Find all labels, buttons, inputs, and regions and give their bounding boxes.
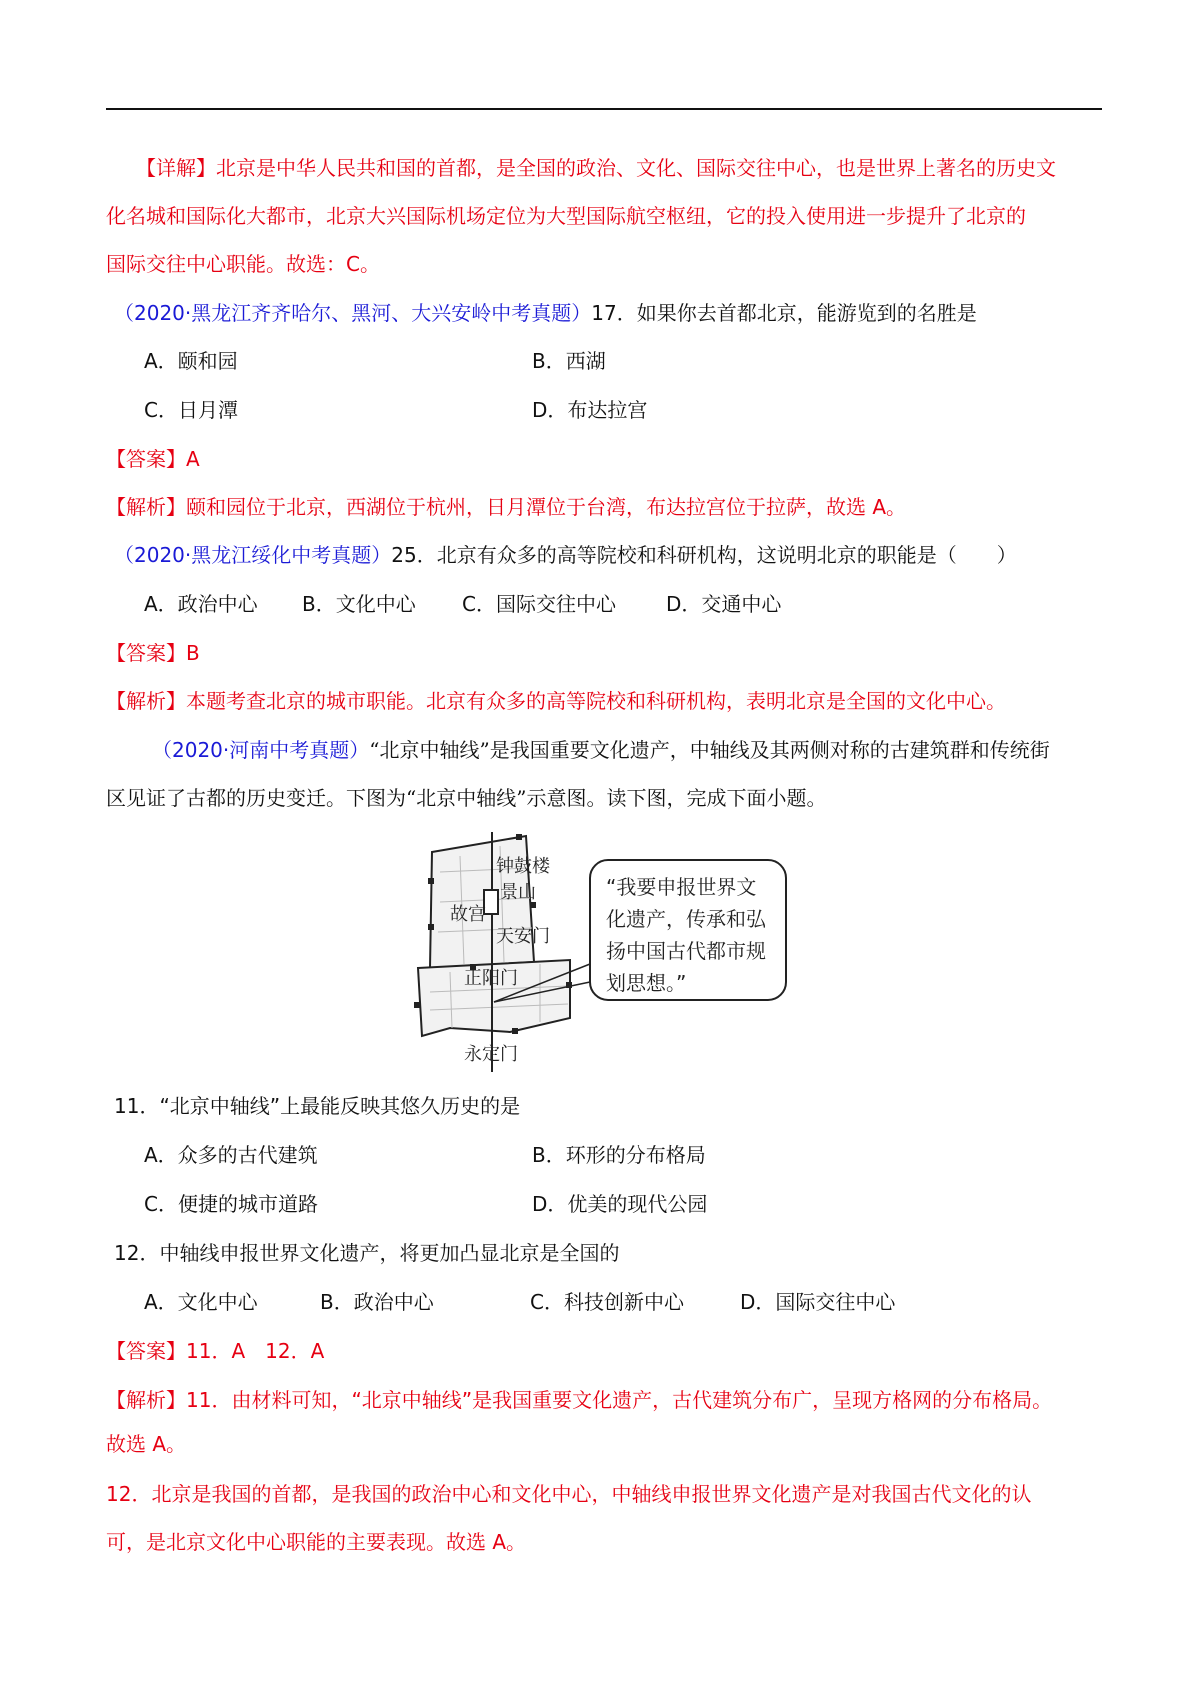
- q25-analysis: 本题考查北京的城市职能。北京有众多的高等院校和科研机构，表明北京是全国的文化中心。: [186, 689, 1006, 713]
- q25-analysis-label: 【解析】: [106, 689, 186, 713]
- q25-analysis-line: [106, 691, 1006, 711]
- henan-analysis-line-1: [106, 1390, 1052, 1410]
- q17-analysis-line: [106, 497, 906, 517]
- detail-label: 【详解】: [136, 156, 216, 180]
- henan-analysis-line-4: 可，是北京文化中心职能的主要表现。故选 A。: [106, 1530, 527, 1554]
- q17-stem: 17．如果你去首都北京，能游览到的名胜是: [591, 301, 977, 325]
- detail-text-1: 北京是中华人民共和国的首都，是全国的政治、文化、国际交往中心，也是世界上著名的历史文: [216, 156, 1056, 180]
- henan-source: （2020·河南中考真题）: [152, 738, 370, 762]
- label-zhengyangmen: 正阳门: [464, 968, 518, 989]
- q11-option-c: C．便捷的城市道路: [144, 1192, 318, 1216]
- henan-analysis-11-1: 11．由材料可知，“北京中轴线”是我国重要文化遗产，古代建筑分布广，呈现方格网的分布格局。: [186, 1388, 1053, 1412]
- q17-option-d: D．布达拉宫: [532, 398, 648, 422]
- header-rule: [106, 108, 1102, 110]
- q12-option-a: A．文化中心: [144, 1290, 258, 1314]
- q17-option-c: C．日月潭: [144, 398, 238, 422]
- label-tiananmen: 天安门: [496, 926, 550, 947]
- q11-stem: 11．“北京中轴线”上最能反映其悠久历史的是: [114, 1094, 521, 1118]
- q11-option-b: B．环形的分布格局: [532, 1143, 706, 1167]
- henan-analysis-label: 【解析】: [106, 1388, 186, 1412]
- q12-option-b: B．政治中心: [320, 1290, 434, 1314]
- henan-answer-label: 【答案】: [106, 1339, 186, 1363]
- bubble-line-2: 化遗产，传承和弘: [606, 907, 766, 931]
- q25-option-a: A．政治中心: [144, 592, 258, 616]
- henan-answer-line: [106, 1341, 324, 1361]
- q17-analysis: 颐和园位于北京，西湖位于杭州，日月潭位于台湾，布达拉宫位于拉萨，故选 A。: [186, 495, 907, 519]
- q12-stem: 12．中轴线申报世界文化遗产，将更加凸显北京是全国的: [114, 1241, 620, 1265]
- q17-answer-line: [106, 449, 200, 469]
- henan-analysis-line-2: 故选 A。: [106, 1432, 187, 1456]
- q17-stem-line: [114, 303, 977, 323]
- henan-stem-line-1: [152, 740, 1050, 760]
- palace-marker: [484, 890, 498, 914]
- bubble-line-4: 划思想。”: [606, 971, 687, 995]
- q25-option-d: D．交通中心: [666, 592, 782, 616]
- detail-line-3: 国际交往中心职能。故选：C。: [106, 252, 380, 276]
- q11-option-d: D．优美的现代公园: [532, 1192, 708, 1216]
- henan-stem-line-2: 区见证了古都的历史变迁。下图为“北京中轴线”示意图。读下图，完成下面小题。: [106, 786, 827, 810]
- q12-option-d: D．国际交往中心: [740, 1290, 896, 1314]
- beijing-axis-figure: [410, 832, 806, 1072]
- bubble-line-1: “我要申报世界文: [606, 875, 757, 899]
- detail-line-1: [136, 158, 1056, 178]
- q25-answer: B: [186, 641, 200, 665]
- label-forbidden-city: 故宫: [450, 904, 486, 925]
- bubble-line-3: 扬中国古代都市规: [606, 939, 766, 963]
- q25-answer-label: 【答案】: [106, 641, 186, 665]
- label-jingshan: 景山: [500, 882, 536, 903]
- q25-stem: 25．北京有众多的高等院校和科研机构，这说明北京的职能是（ ）: [391, 543, 1017, 567]
- detail-line-2: 化名城和国际化大都市，北京大兴国际机场定位为大型国际航空枢纽，它的投入使用进一步提升了北京的: [106, 204, 1026, 228]
- q17-analysis-label: 【解析】: [106, 495, 186, 519]
- q25-option-c: C．国际交往中心: [462, 592, 616, 616]
- label-yongdingmen: 永定门: [464, 1044, 518, 1065]
- q11-option-a: A．众多的古代建筑: [144, 1143, 318, 1167]
- q25-stem-line: [114, 545, 1017, 565]
- q17-option-a: A．颐和园: [144, 349, 238, 373]
- q25-source: （2020·黑龙江绥化中考真题）: [114, 543, 392, 567]
- label-bell-drum-tower: 钟鼓楼: [496, 856, 550, 877]
- henan-stem-1: “北京中轴线”是我国重要文化遗产，中轴线及其两侧对称的古建筑群和传统街: [369, 738, 1050, 762]
- henan-analysis-line-3: 12．北京是我国的首都，是我国的政治中心和文化中心，中轴线申报世界文化遗产是对我国古代文化的认: [106, 1482, 1032, 1506]
- q25-option-b: B．文化中心: [302, 592, 416, 616]
- q25-answer-line: [106, 643, 200, 663]
- henan-answer: 11．A 12．A: [186, 1339, 325, 1363]
- q17-option-b: B．西湖: [532, 349, 606, 373]
- q17-source: （2020·黑龙江齐齐哈尔、黑河、大兴安岭中考真题）: [114, 301, 592, 325]
- q17-answer-label: 【答案】: [106, 447, 186, 471]
- q17-answer: A: [186, 447, 200, 471]
- q12-option-c: C．科技创新中心: [530, 1290, 684, 1314]
